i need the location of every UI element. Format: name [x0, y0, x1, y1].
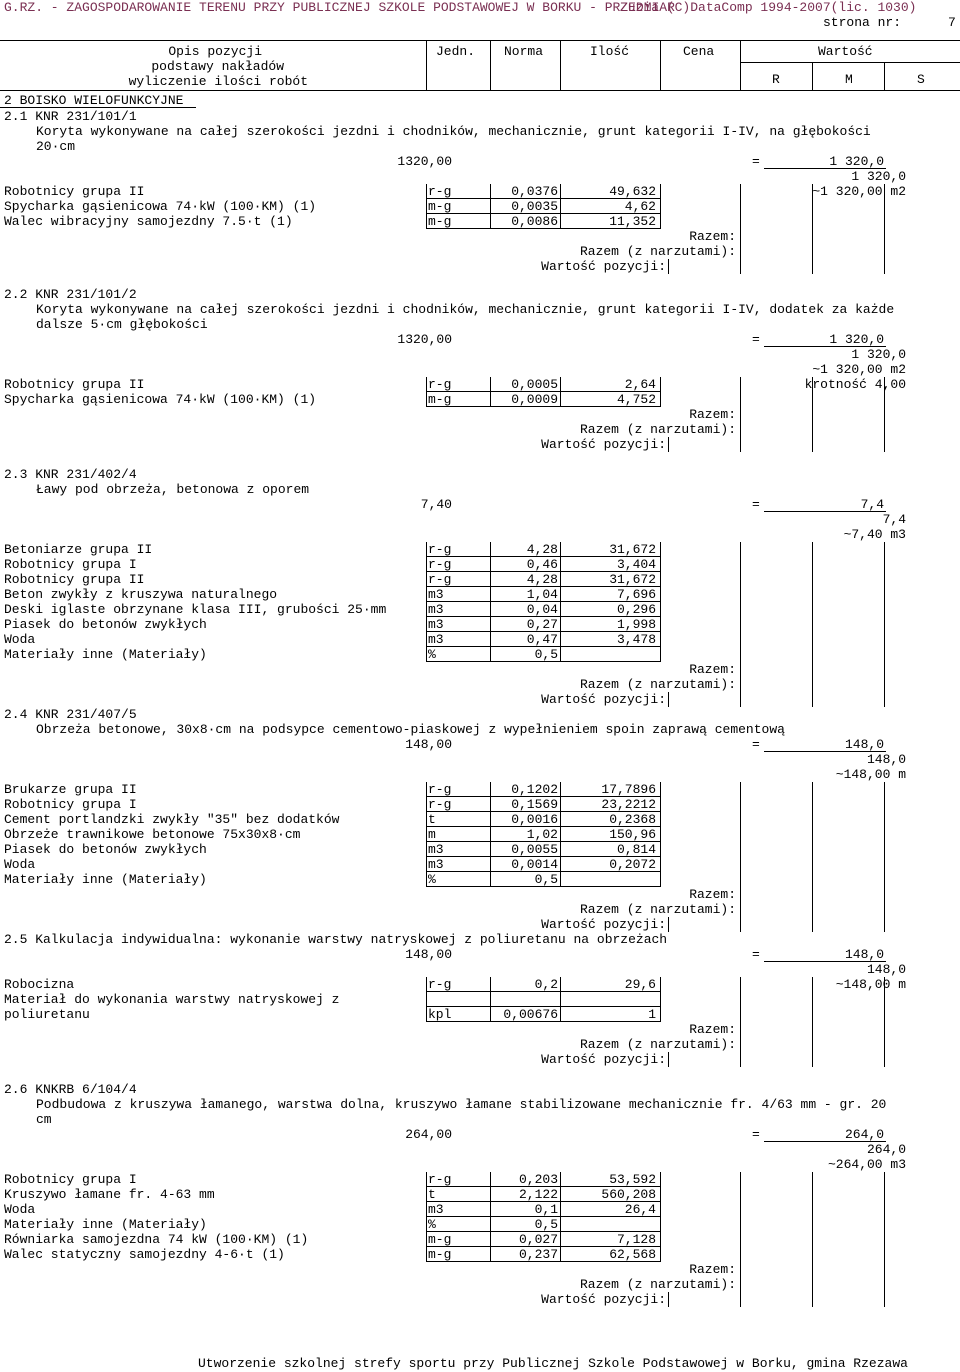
calc-value: 1320,00	[397, 154, 452, 169]
grid-line	[426, 542, 427, 662]
item-unit: m-g	[428, 1247, 452, 1262]
calc-result: 1 320,0	[829, 154, 884, 169]
col-jedn: Jedn.	[436, 44, 476, 59]
grid-line	[660, 184, 661, 229]
position-description: Koryta wykonywane na całej szerokości jezdni i chodników, mechanicznie, grunt kategorii I-IV, na głębokości	[36, 124, 871, 139]
software-overlay: Zuzia (C)DataComp 1994-2007(lic. 1030)	[620, 0, 917, 15]
calc-value: 148,00	[405, 947, 452, 962]
grid-line	[884, 1172, 885, 1307]
grid-line	[490, 542, 491, 662]
header-divider	[660, 40, 661, 90]
item-unit: %	[428, 647, 436, 662]
item-unit: r-g	[428, 797, 452, 812]
item-norma: 0,0016	[511, 812, 558, 827]
header-divider	[812, 62, 813, 90]
item-ilosc: 29,6	[624, 977, 656, 992]
item-norma: 0,1	[534, 1202, 558, 1217]
grid-line	[426, 782, 427, 887]
grid-line	[660, 1172, 661, 1262]
item-norma: 4,28	[526, 572, 558, 587]
col-podstawy: podstawy nakładów	[151, 59, 284, 74]
equals-sign: =	[752, 1127, 760, 1142]
grid-line	[884, 184, 885, 274]
item-norma: 0,027	[518, 1232, 558, 1247]
grid-line	[668, 917, 669, 932]
section-title: 2 BOISKO WIELOFUNKCYJNE	[4, 93, 184, 108]
item-name: Beton zwykły z kruszywa naturalnego	[4, 587, 278, 602]
razem-label: Razem:	[689, 887, 736, 902]
item-unit: t	[428, 1187, 436, 1202]
position-description: Podbudowa z kruszywa łamanego, warstwa dolna, kruszywo łamane stabilizowane mechanicznie fr. 4/63 mm - gr. 20	[36, 1097, 887, 1112]
document-title: G.RZ. - ZAGOSPODAROWANIE TERENU PRZY PUBLICZNEJ SZKOLE PODSTAWOWEJ W BORKU - PRZEDMIAR	[4, 0, 675, 15]
item-ilosc: 150,96	[609, 827, 656, 842]
position-header: 2.6 KNKRB 6/104/4	[4, 1082, 137, 1097]
grid-line	[812, 782, 813, 932]
calc-result: 148,0	[844, 737, 884, 752]
item-name: Robotnicy grupa I	[4, 557, 137, 572]
item-unit: r-g	[428, 184, 452, 199]
grid-line	[812, 184, 813, 274]
page-footer: Utworzenie szkolnej strefy sportu przy Publicznej Szkole Podstawowej w Borku, gmina Rzezawa	[198, 1356, 908, 1371]
item-norma: 0,1569	[511, 797, 558, 812]
item-unit: %	[428, 872, 436, 887]
item-norma: 0,237	[518, 1247, 558, 1262]
equals-sign: =	[752, 497, 760, 512]
sum-value: 7,4	[882, 512, 906, 527]
item-norma: 0,5	[534, 872, 558, 887]
grid-line	[560, 542, 561, 662]
razem-narzut-label: Razem (z narzutami):	[579, 244, 736, 259]
item-name: Robotnicy grupa I	[4, 1172, 137, 1187]
item-norma: 0,0086	[511, 214, 558, 229]
razem-narzut-label: Razem (z narzutami):	[579, 902, 736, 917]
col-s: S	[917, 72, 925, 87]
item-unit: t	[428, 812, 436, 827]
item-norma: 1,02	[526, 827, 558, 842]
item-norma: 0,27	[526, 617, 558, 632]
position-header: 2.5 Kalkulacja indywidualna: wykonanie warstwy natryskowej z poliuretanu na obrzeżach	[4, 932, 668, 947]
item-norma: 0,0035	[511, 199, 558, 214]
item-unit: m3	[428, 857, 444, 872]
item-unit: m3	[428, 1202, 444, 1217]
position-description: dalsze 5·cm głębokości	[36, 317, 208, 332]
razem-narzut-label: Razem (z narzutami):	[579, 1277, 736, 1292]
col-opis: Opis pozycji	[168, 44, 262, 59]
page-number: 7	[948, 15, 956, 30]
col-ilosc: Ilość	[590, 44, 630, 59]
grid-line	[660, 782, 661, 887]
grid-line	[740, 1172, 741, 1307]
grid-line	[668, 692, 669, 707]
sum-value: krotność 4,00	[804, 377, 906, 392]
wartosc-pozycji-label: Wartość pozycji:	[541, 1292, 666, 1307]
item-name: Piasek do betonów zwykłych	[4, 842, 207, 857]
wartosc-pozycji-label: Wartość pozycji:	[541, 692, 666, 707]
item-norma: 0,00676	[503, 1007, 558, 1022]
calc-result: 7,4	[860, 497, 884, 512]
razem-label: Razem:	[689, 407, 736, 422]
item-ilosc: 26,4	[624, 1202, 656, 1217]
item-norma: 0,46	[526, 557, 558, 572]
grid-line	[490, 377, 491, 407]
item-unit: r-g	[428, 557, 452, 572]
item-ilosc: 3,478	[616, 632, 656, 647]
sum-value: 148,0	[866, 962, 906, 977]
item-rule	[426, 991, 660, 992]
item-unit: m3	[428, 617, 444, 632]
sum-value: 148,0	[866, 752, 906, 767]
item-ilosc: 3,404	[616, 557, 656, 572]
grid-line	[560, 184, 561, 229]
sum-value: 1 320,0	[851, 347, 906, 362]
grid-line	[426, 184, 427, 229]
grid-line	[668, 1052, 669, 1067]
item-norma: 0,0376	[511, 184, 558, 199]
item-norma: 2,122	[518, 1187, 558, 1202]
item-ilosc: 4,62	[624, 199, 656, 214]
item-name: Materiały inne (Materiały)	[4, 647, 207, 662]
equals-sign: =	[752, 332, 760, 347]
item-ilosc: 62,568	[609, 1247, 656, 1262]
wartosc-pozycji-label: Wartość pozycji:	[541, 259, 666, 274]
sum-value: ~1 320,00 m2	[812, 362, 906, 377]
grid-line	[560, 782, 561, 887]
item-norma: 1,04	[526, 587, 558, 602]
item-norma: 0,5	[534, 1217, 558, 1232]
grid-line	[812, 542, 813, 707]
item-name: Kruszywo łamane fr. 4-63 mm	[4, 1187, 215, 1202]
item-name: Woda	[4, 1202, 36, 1217]
equals-sign: =	[752, 947, 760, 962]
wartosc-pozycji-label: Wartość pozycji:	[541, 917, 666, 932]
col-m: M	[845, 72, 853, 87]
item-ilosc: 53,592	[609, 1172, 656, 1187]
item-ilosc: 0,2368	[609, 812, 656, 827]
grid-line	[884, 377, 885, 452]
grid-line	[560, 1172, 561, 1262]
item-name: Woda	[4, 632, 36, 647]
grid-line	[812, 977, 813, 1067]
item-ilosc: 0,2072	[609, 857, 656, 872]
calc-result: 264,0	[844, 1127, 884, 1142]
item-unit: r-g	[428, 1172, 452, 1187]
wartosc-pozycji-label: Wartość pozycji:	[541, 1052, 666, 1067]
item-ilosc: 2,64	[624, 377, 656, 392]
position-header: 2.1 KNR 231/101/1	[4, 109, 137, 124]
grid-line	[740, 977, 741, 1067]
item-ilosc: 0,296	[616, 602, 656, 617]
grid-line	[660, 377, 661, 407]
sum-value: ~1 320,00 m2	[812, 184, 906, 199]
razem-label: Razem:	[689, 1022, 736, 1037]
grid-line	[660, 977, 661, 1022]
grid-line	[812, 377, 813, 452]
item-ilosc: 560,208	[601, 1187, 656, 1202]
grid-line	[560, 977, 561, 1022]
grid-line	[560, 377, 561, 407]
item-ilosc: 1,998	[616, 617, 656, 632]
header-divider	[560, 40, 561, 90]
equals-sign: =	[752, 154, 760, 169]
position-description: Obrzeża betonowe, 30x8·cm na podsypce cementowo-piaskowej z wypełnieniem spoin zaprawą cementową	[36, 722, 785, 737]
col-wyliczenie: wyliczenie ilości robót	[128, 74, 308, 89]
item-ilosc: 17,7896	[601, 782, 656, 797]
position-header: 2.3 KNR 231/402/4	[4, 467, 137, 482]
grid-line	[490, 184, 491, 229]
col-wartosc: Wartość	[818, 44, 873, 59]
item-norma: 0,47	[526, 632, 558, 647]
sum-value: ~264,00 m3	[827, 1157, 906, 1172]
item-ilosc: 49,632	[609, 184, 656, 199]
item-ilosc: 7,696	[616, 587, 656, 602]
razem-label: Razem:	[689, 662, 736, 677]
sum-value: ~148,00 m	[835, 977, 906, 992]
item-unit: m3	[428, 842, 444, 857]
grid-line	[490, 1172, 491, 1262]
item-unit: m3	[428, 587, 444, 602]
item-norma: 0,04	[526, 602, 558, 617]
equals-sign: =	[752, 737, 760, 752]
calc-value: 7,40	[420, 497, 452, 512]
item-name: poliuretanu	[4, 1007, 90, 1022]
wartosc-split-rule	[740, 62, 960, 63]
item-unit: m-g	[428, 199, 452, 214]
calc-result: 1 320,0	[829, 332, 884, 347]
grid-line	[426, 377, 427, 407]
item-name: Robotnicy grupa II	[4, 377, 145, 392]
item-unit: r-g	[428, 377, 452, 392]
position-header: 2.4 KNR 231/407/5	[4, 707, 137, 722]
grid-line	[884, 542, 885, 707]
item-ilosc: 23,2212	[601, 797, 656, 812]
grid-line	[740, 184, 741, 274]
item-norma: 0,1202	[511, 782, 558, 797]
grid-line	[884, 782, 885, 932]
item-unit: r-g	[428, 572, 452, 587]
item-name: Cement portlandzki zwykły "35" bez dodatków	[4, 812, 340, 827]
position-header: 2.2 KNR 231/101/2	[4, 287, 137, 302]
item-name: Robotnicy grupa II	[4, 184, 145, 199]
item-norma: 0,0005	[511, 377, 558, 392]
item-name: Materiały inne (Materiały)	[4, 1217, 207, 1232]
item-unit: m	[428, 827, 436, 842]
grid-line	[812, 1172, 813, 1307]
header-divider	[426, 40, 427, 90]
item-ilosc: 31,672	[609, 572, 656, 587]
sum-value: ~7,40 m3	[843, 527, 906, 542]
calc-value: 148,00	[405, 737, 452, 752]
item-unit: r-g	[428, 782, 452, 797]
razem-label: Razem:	[689, 1262, 736, 1277]
sum-value: ~148,00 m	[835, 767, 906, 782]
item-name: Spycharka gąsienicowa 74·kW (100·KM) (1)	[4, 199, 317, 214]
grid-line	[426, 977, 427, 1022]
razem-narzut-label: Razem (z narzutami):	[579, 677, 736, 692]
header-divider	[490, 40, 491, 90]
item-norma: 0,0014	[511, 857, 558, 872]
calc-result: 148,0	[844, 947, 884, 962]
col-r: R	[772, 72, 780, 87]
item-name: Materiały inne (Materiały)	[4, 872, 207, 887]
item-name: Woda	[4, 857, 36, 872]
position-description: Ławy pod obrzeża, betonowa z oporem	[36, 482, 310, 497]
item-norma: 0,2	[534, 977, 558, 992]
calc-value: 264,00	[405, 1127, 452, 1142]
grid-line	[668, 1292, 669, 1307]
grid-line	[668, 259, 669, 274]
item-norma: 0,5	[534, 647, 558, 662]
item-unit: r-g	[428, 542, 452, 557]
item-norma: 0,0009	[511, 392, 558, 407]
item-ilosc: 0,814	[616, 842, 656, 857]
header-divider	[740, 40, 741, 90]
item-name: Robotnicy grupa II	[4, 572, 145, 587]
position-description: Koryta wykonywane na całej szerokości jezdni i chodników, mechanicznie, grunt kategorii I-IV, dodatek za każde	[36, 302, 895, 317]
item-norma: 0,203	[518, 1172, 558, 1187]
item-ilosc: 1	[648, 1007, 656, 1022]
item-ilosc: 31,672	[609, 542, 656, 557]
item-unit: r-g	[428, 977, 452, 992]
item-name: Brukarze grupa II	[4, 782, 137, 797]
item-name: Robocizna	[4, 977, 75, 992]
item-ilosc: 11,352	[609, 214, 656, 229]
item-unit: m3	[428, 602, 444, 617]
item-unit: %	[428, 1217, 436, 1232]
item-name: Piasek do betonów zwykłych	[4, 617, 207, 632]
item-name: Walec statyczny samojezdny 4-6·t (1)	[4, 1247, 285, 1262]
grid-line	[740, 377, 741, 452]
item-unit: m-g	[428, 392, 452, 407]
item-name: Betoniarze grupa II	[4, 542, 153, 557]
grid-line	[660, 542, 661, 662]
header-bottom-rule	[0, 90, 960, 91]
grid-line	[740, 542, 741, 707]
sum-value: 264,0	[866, 1142, 906, 1157]
item-ilosc: 4,752	[616, 392, 656, 407]
item-norma: 0,0055	[511, 842, 558, 857]
col-norma: Norma	[504, 44, 544, 59]
item-name: Walec wibracyjny samojezdny 7.5·t (1)	[4, 214, 293, 229]
position-description: 20·cm	[36, 139, 76, 154]
item-name: Spycharka gąsienicowa 74·kW (100·KM) (1)	[4, 392, 317, 407]
grid-line	[668, 437, 669, 452]
position-description: cm	[36, 1112, 52, 1127]
razem-label: Razem:	[689, 229, 736, 244]
item-name: Materiał do wykonania warstwy natryskowej z	[4, 992, 340, 1007]
item-unit: m-g	[428, 214, 452, 229]
grid-line	[740, 782, 741, 932]
item-norma: 4,28	[526, 542, 558, 557]
razem-narzut-label: Razem (z narzutami):	[579, 1037, 736, 1052]
sum-value: 1 320,0	[851, 169, 906, 184]
item-unit: m-g	[428, 1232, 452, 1247]
col-cena: Cena	[683, 44, 715, 59]
section-rule	[0, 107, 196, 108]
item-unit: kpl	[428, 1007, 452, 1022]
grid-line	[490, 782, 491, 887]
item-ilosc: 7,128	[616, 1232, 656, 1247]
item-name: Robotnicy grupa I	[4, 797, 137, 812]
wartosc-pozycji-label: Wartość pozycji:	[541, 437, 666, 452]
header-divider	[884, 62, 885, 90]
item-name: Równiarka samojezdna 74 kW (100·KM) (1)	[4, 1232, 309, 1247]
calc-value: 1320,00	[397, 332, 452, 347]
item-name: Deski iglaste obrzynane klasa III, grubości 25·mm	[4, 602, 387, 617]
razem-narzut-label: Razem (z narzutami):	[579, 422, 736, 437]
page-label: strona nr:	[823, 15, 902, 30]
item-name: Obrzeże trawnikowe betonowe 75x30x8·cm	[4, 827, 301, 842]
grid-line	[426, 1172, 427, 1262]
header-top-rule	[0, 40, 960, 41]
grid-line	[884, 977, 885, 1067]
item-unit: m3	[428, 632, 444, 647]
grid-line	[490, 977, 491, 1022]
